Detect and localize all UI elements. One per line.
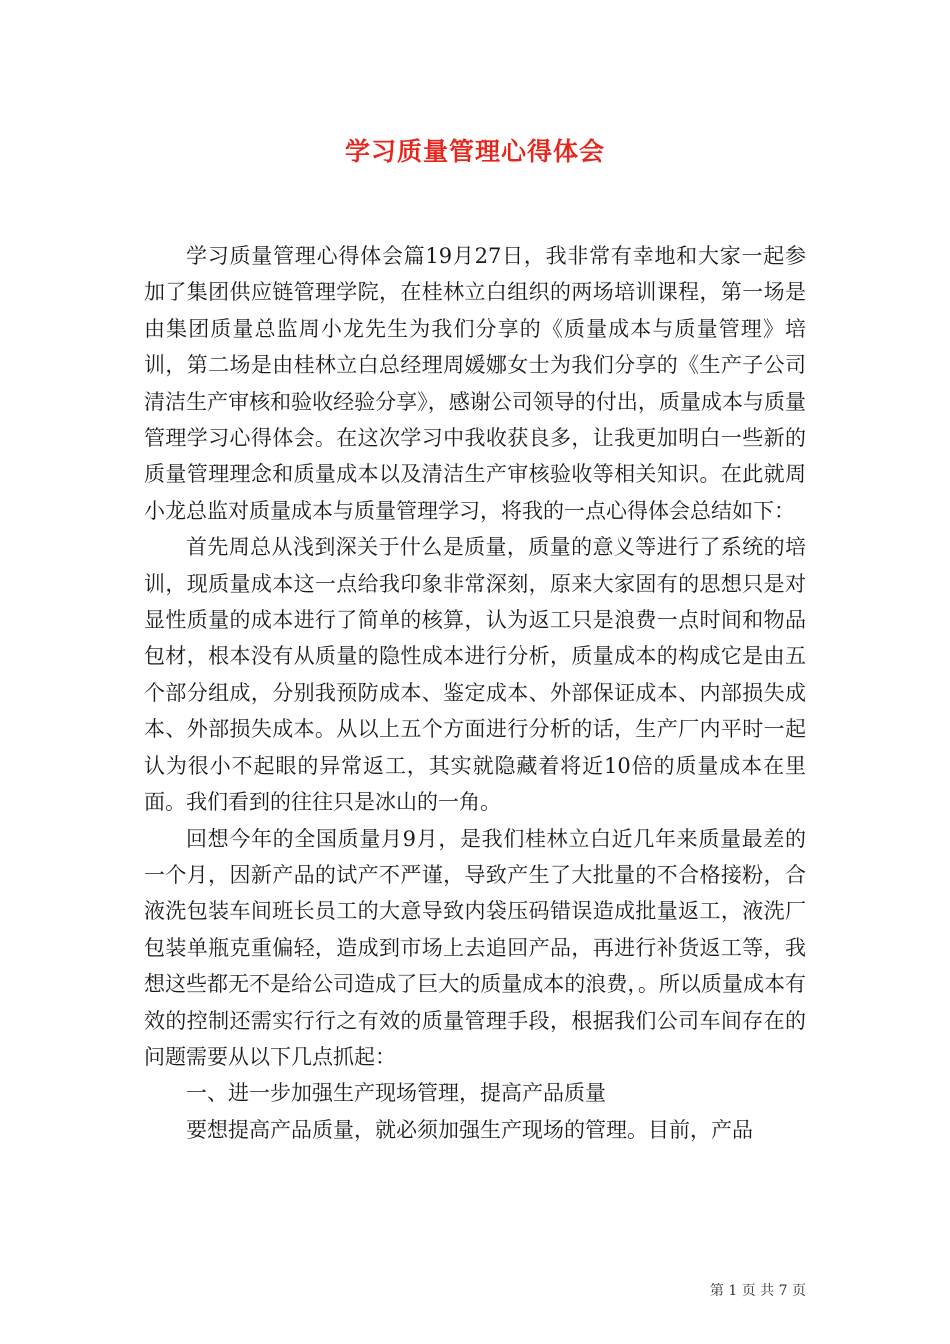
document-body <box>144 238 806 1148</box>
paragraph-intro: 学习质量管理心得体会篇19月27日，我非常有幸地和大家一起参加了集团供应链管理学院，在桂林立白组织的两场培训课程，第一场是由集团质量总监周小龙先生为我们分享的《质量成本与质量管理》培训，第二场是由桂林立白总经理周媛娜女士为我们分享的《生产子公司清洁生产审核和验收经验分享》，感谢公司领导的付出，质量成本与质量管理学习心得体会。在这次学习中我收获良多，让我更加明白一些新的质量管理理念和质量成本以及清洁生产审核验收等相关知识。在此就周小龙总监对质量成本与质量管理学习，将我的一点心得体会总结如下： <box>144 244 806 523</box>
document-title: 学习质量管理心得体会 <box>344 137 605 166</box>
page-number: 第 1 页 共 7 页 <box>709 1283 806 1299</box>
paragraph-quality-cost: 首先周总从浅到深关于什么是质量，质量的意义等进行了系统的培训，现质量成本这一点给我印象非常深刻，原来大家固有的思想只是对显性质量的成本进行了简单的核算，认为返工只是浪费一点时间和物品包材，根本没有从质量的隐性成本进行分析，质量成本的构成它是由五个部分组成，分别我预防成本、鉴定成本、外部保证成本、内部损失成本、外部损失成本。从以上五个方面进行分析的话，生产厂内平时一起认为很小不起眼的异常返工，其实就隐藏着将近10倍的质量成本在里面。我们看到的往往只是冰山的一角。 <box>144 535 806 815</box>
paragraph-quality-month: 回想今年的全国质量月9月，是我们桂林立白近几年来质量最差的一个月，因新产品的试产不严谨，导致产生了大批量的不合格接粉，合液洗包装车间班长员工的大意导致内袋压码错误造成批量返工，液洗厂包装单瓶克重偏轻，造成到市场上去追回产品，再进行补货返工等，我想这些都无不是给公司造成了巨大的质量成本的浪费，。所以质量成本有效的控制还需实行行之有效的质量管理手段，根据我们公司车间存在的问题需要从以下几点抓起： <box>144 826 806 1069</box>
paragraph-site-management: 要想提高产品质量，就必须加强生产现场的管理。目前，产品 <box>186 1117 753 1142</box>
section-heading-1: 一、进一步加强生产现场管理，提高产品质量 <box>186 1081 606 1106</box>
